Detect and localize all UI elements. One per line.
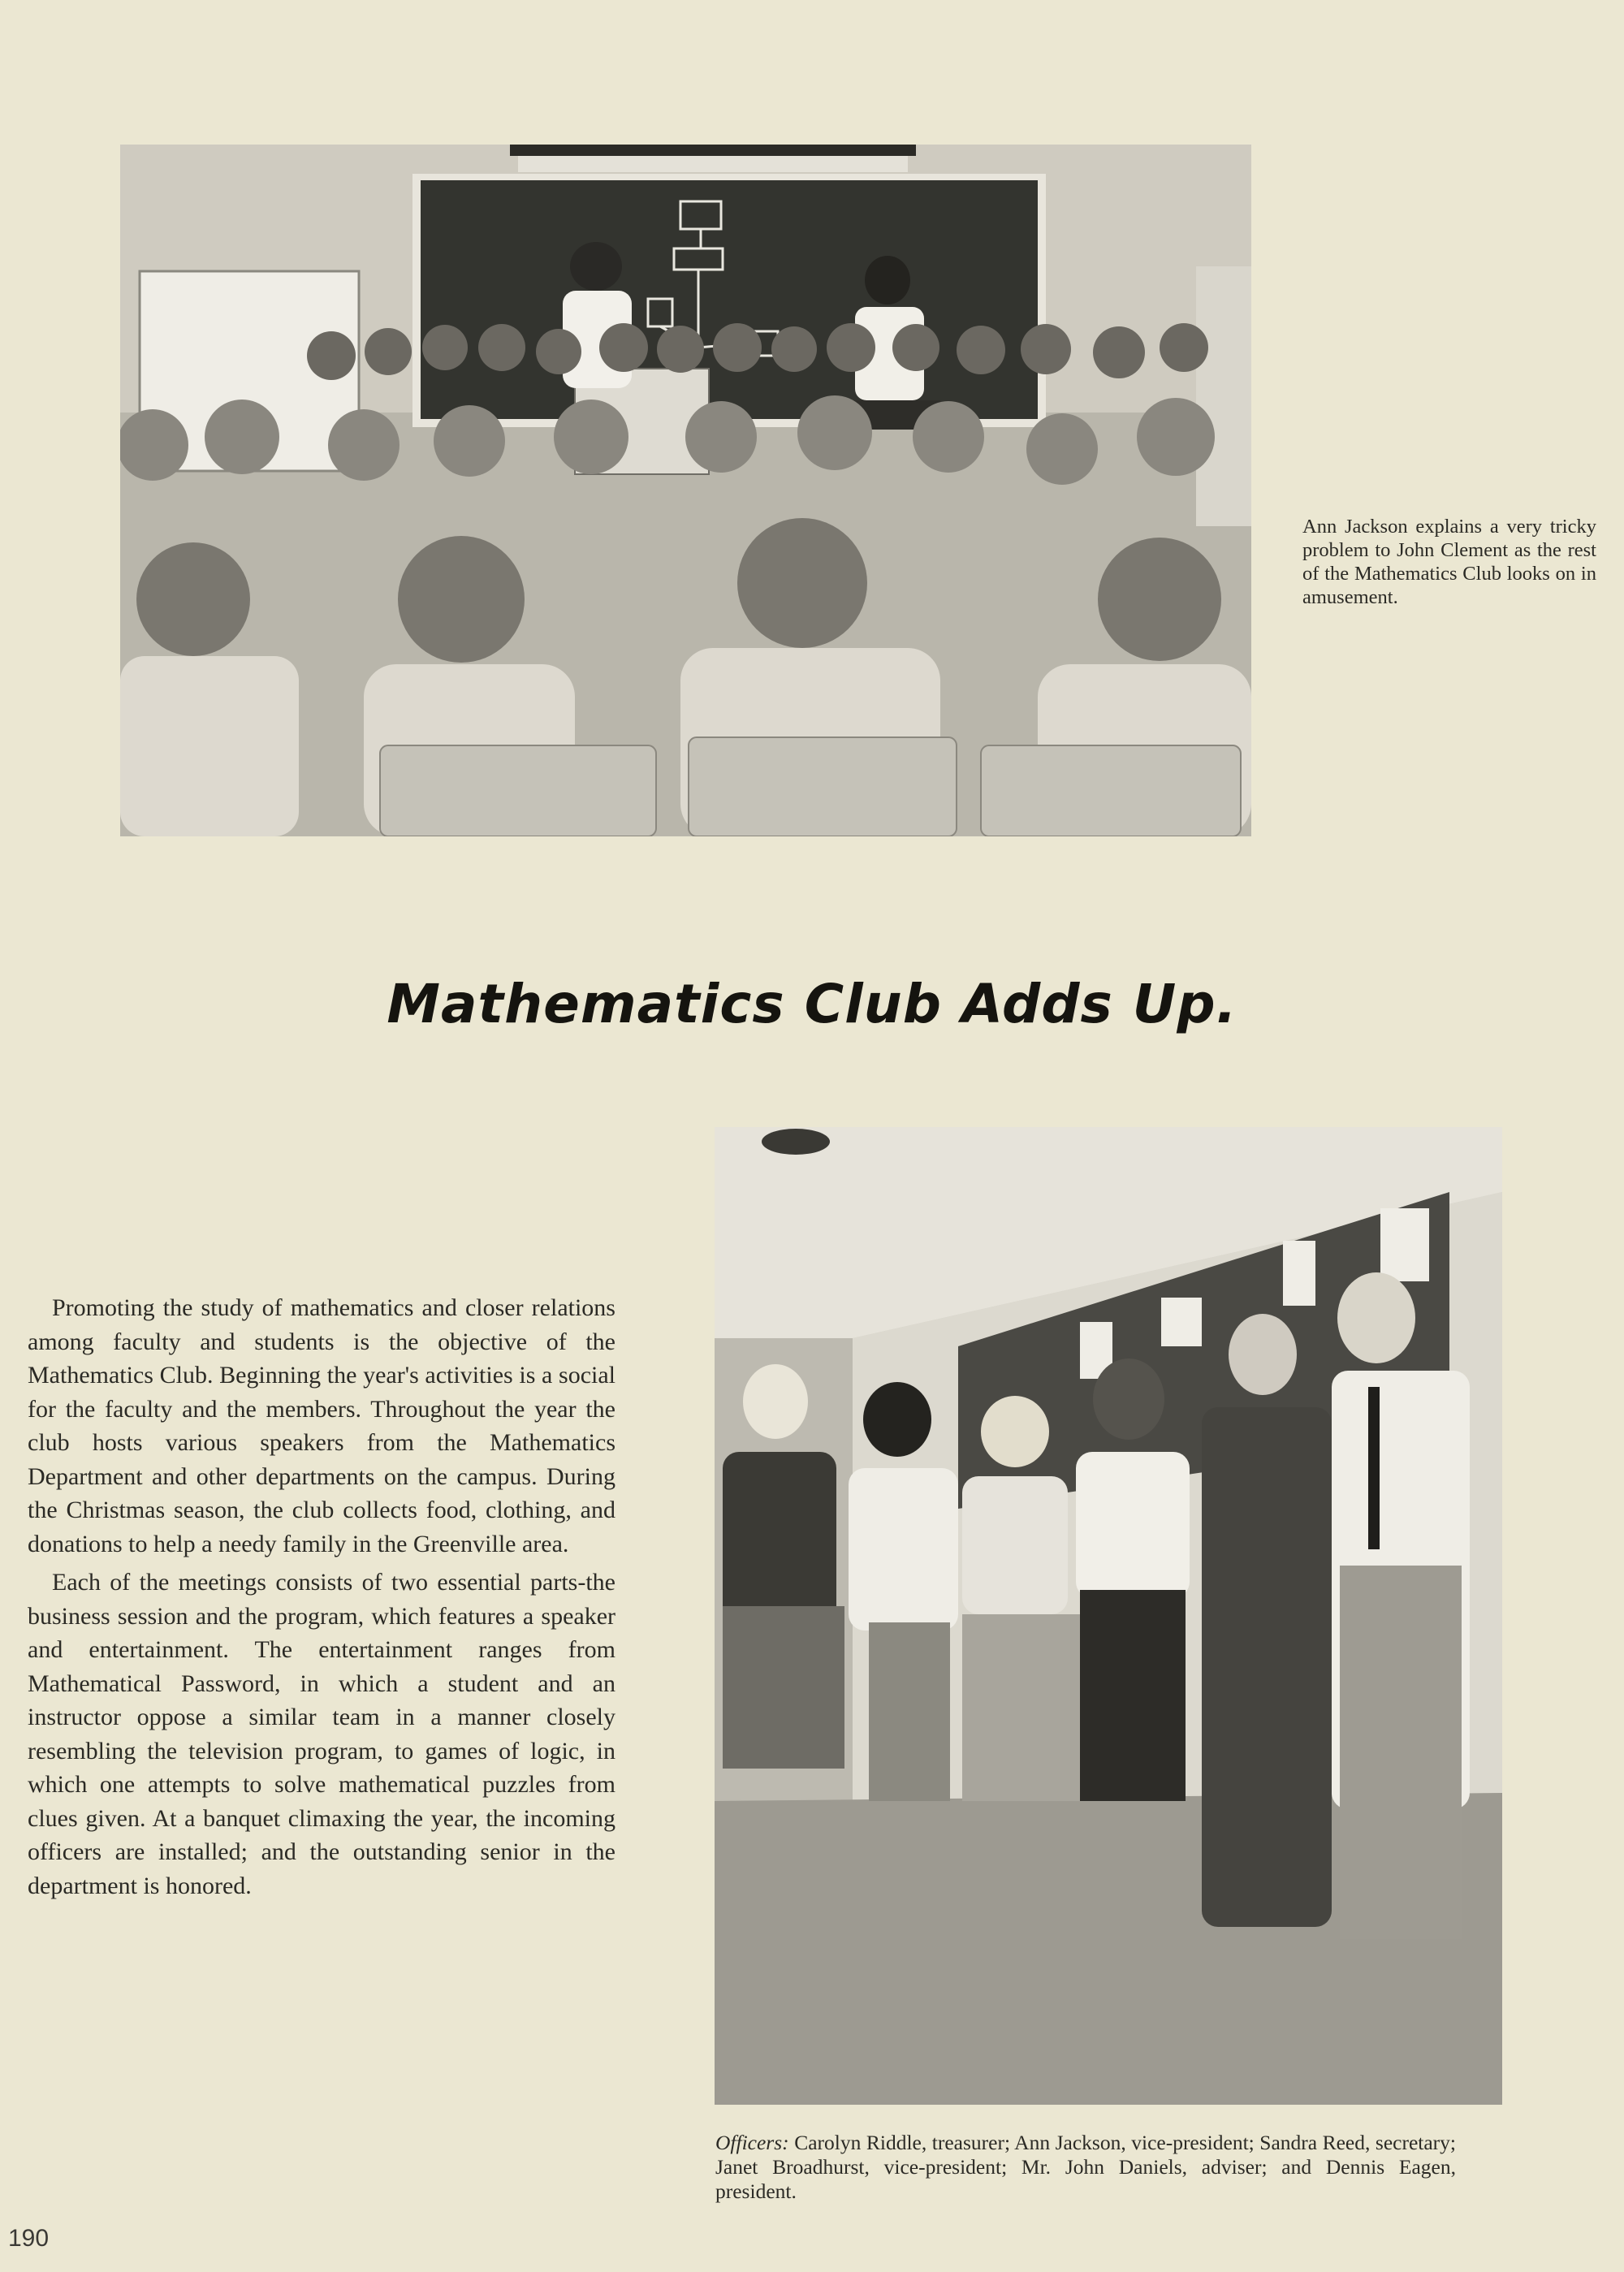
page-title: Mathematics Club Adds Up. bbox=[387, 973, 1237, 1035]
officers-caption bbox=[715, 2131, 1456, 2204]
page-number: 190 bbox=[8, 2225, 50, 2252]
article-paragraph-1: Promoting the study of mathematics and closer relations among faculty and students is the objective of the Mathematics Club. Beginning the year's activities is a social for the faculty and the members. Throughout the year the club hosts various speakers from the Mathematics Department and other departments on the campus. During the Christmas season, the club collects food, clothing, and donations to help a needy family in the Greenville area. bbox=[28, 1294, 615, 1557]
officers-caption-lead: Officers: bbox=[715, 2131, 789, 2154]
classroom-photo bbox=[120, 145, 1251, 836]
officers-photo-illustration bbox=[715, 1127, 1502, 2105]
article-body bbox=[28, 1291, 615, 1907]
officers-photo bbox=[715, 1127, 1502, 2105]
top-photo-caption: Ann Jackson explains a very tricky problem to John Clement as the rest of the Mathematics Club looks on in amusement. bbox=[1302, 516, 1596, 608]
article-paragraph-2: Each of the meetings consists of two essential parts-the business session and the program, which features a speaker and entertainment. The entertainment ranges from Mathematical Password, in which a student and an instructor oppose a similar team in a manner closely resembling the television program, to games of logic, in which one attempts to solve mathematical puzzles from clues given. At a banquet climaxing the year, the incoming officers are installed; and the outstanding senior in the department is honored. bbox=[28, 1569, 615, 1899]
classroom-photo-illustration bbox=[120, 145, 1251, 836]
officers-caption-text: Carolyn Riddle, treasurer; Ann Jackson, vice-president; Sandra Reed, secretary; Janet Broadhurst, vice-president; Mr. John Daniels, adviser; and Dennis Eagen, president. bbox=[715, 2131, 1457, 2203]
